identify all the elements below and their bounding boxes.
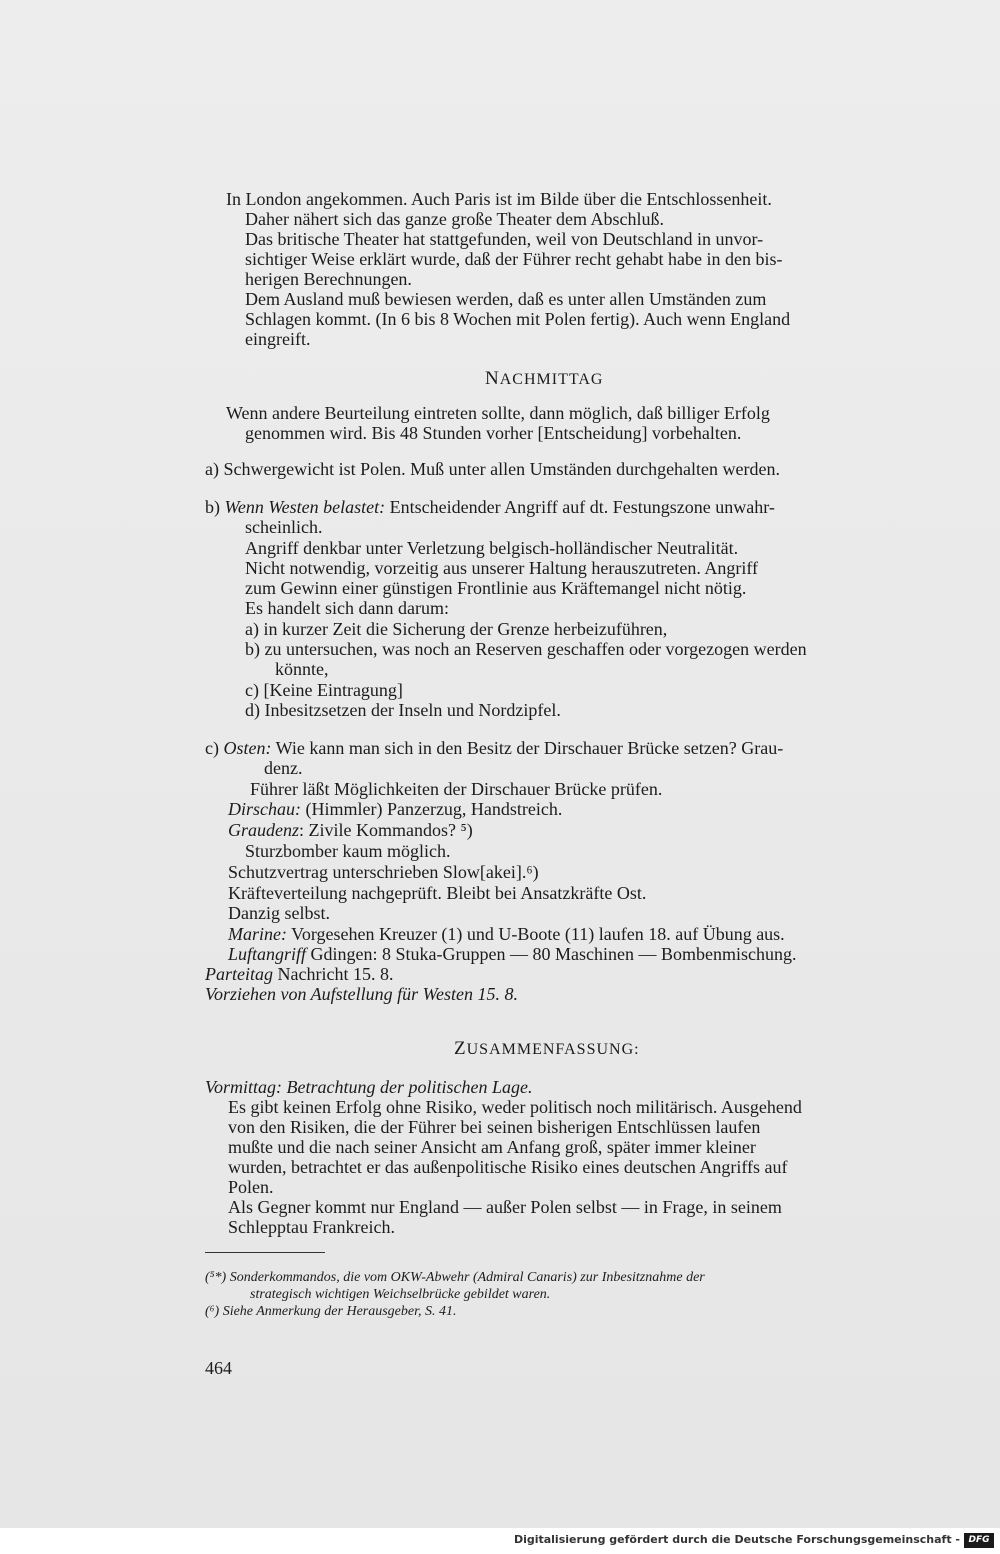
line-text: Entscheidender Angriff auf dt. Festungszone unwahr- [385,497,775,517]
text-line: genommen wird. Bis 48 Stunden vorher [Entscheidung] vorbehalten. [245,423,742,443]
text-line: Es handelt sich dann darum: [245,598,449,618]
italic-term: Luftangriff [228,944,307,964]
line-text: Vorgesehen Kreuzer (1) und U-Boote (11) laufen 18. auf Übung aus. [286,924,785,944]
section-heading-nachmittag [485,368,603,390]
italic-term: Graudenz [228,820,299,840]
footnote-line: (⁵*) Sonderkommandos, die vom OKW-Abwehr (Admiral Canaris) zur Inbesitznahme der [205,1270,705,1285]
text-line: In London angekommen. Auch Paris ist im Bilde über die Entschlossenheit. [226,189,772,209]
text-line [205,964,393,984]
text-line: Kräfteverteilung nachgeprüft. Bleibt bei Ansatzkräfte Ost. [228,883,647,903]
text-line: b) zu untersuchen, was noch an Reserven geschaffen oder vorgezogen werden [245,639,807,659]
text-line: a) in kurzer Zeit die Sicherung der Grenze herbeizuführen, [245,619,668,639]
text-line: wurden, betrachtet er das außenpolitische Risiko eines deutschen Angriffs auf [228,1157,788,1177]
text-line: Angriff denkbar unter Verletzung belgisch-holländischer Neutralität. [245,538,739,558]
footnote-line: strategisch wichtigen Weichselbrücke gebildet waren. [250,1287,551,1302]
italic-term: Marine: [228,924,287,944]
text-line: Schlagen kommt. (In 6 bis 8 Wochen mit Polen fertig). Auch wenn England [245,309,791,329]
heading-rest: USAMMENFASSUNG: [466,1041,640,1058]
text-line: könnte, [275,659,329,679]
footer-credit: Digitalisierung gefördert durch die Deutsche Forschungsgemeinschaft - [513,1533,960,1546]
text-line: eingreift. [245,329,311,349]
text-line: Vormittag: Betrachtung der politischen Lage. [205,1077,533,1097]
text-line: a) Schwergewicht ist Polen. Muß unter allen Umständen durchgehalten werden. [205,459,781,479]
text-line [228,944,796,964]
text-line: Polen. [228,1177,274,1197]
text-line: Schutzvertrag unterschrieben Slow[akei].⁶) [228,862,539,882]
italic-term: Parteitag [205,964,273,984]
line-text: (Himmler) Panzerzug, Handstreich. [301,799,563,819]
heading-rest: ACHMITTAG [499,371,604,388]
text-line: c) [Keine Eintragung] [245,680,403,700]
list-marker: b) [205,497,225,517]
list-marker: c) [205,738,224,758]
page-number: 464 [205,1358,232,1378]
heading-initial: N [485,368,500,389]
text-line: Dem Ausland muß bewiesen werden, daß es unter allen Umständen zum [245,289,767,309]
text-line: d) Inbesitzsetzen der Inseln und Nordzipfel. [245,700,561,720]
text-line [228,924,785,944]
text-line: Daher nähert sich das ganze große Theater dem Abschluß. [245,209,665,229]
line-text: Nachricht 15. 8. [273,964,394,984]
footer-bar [0,1528,1000,1554]
text-line: sichtiger Weise erklärt wurde, daß der Führer recht gehabt habe in den bis- [245,249,783,269]
text-line: Schlepptau Frankreich. [228,1217,395,1237]
text-line: Wenn andere Beurteilung eintreten sollte, dann möglich, daß billiger Erfolg [226,403,770,423]
text-line [205,497,775,517]
text-line: Als Gegner kommt nur England — außer Polen selbst — in Frage, in seinem [228,1197,782,1217]
text-line: Führer läßt Möglichkeiten der Dirschauer Brücke prüfen. [250,779,663,799]
text-line: Es gibt keinen Erfolg ohne Risiko, weder politisch noch militärisch. Ausgehend [228,1097,802,1117]
line-text: Gdingen: 8 Stuka-Gruppen — 80 Maschinen — Bombenmischung. [306,944,797,964]
text-line: denz. [264,758,303,778]
heading-initial: Z [454,1038,467,1059]
text-line: mußte und die nach seiner Ansicht am Anfang groß, später immer kleiner [228,1137,756,1157]
italic-term: Dirschau: [228,799,301,819]
text-line [228,799,562,819]
text-line: scheinlich. [245,517,323,537]
text-line: herigen Berechnungen. [245,269,412,289]
text-line [228,820,473,840]
text-line: Vorziehen von Aufstellung für Westen 15. 8. [205,984,518,1004]
italic-term: Wenn Westen belastet: [224,497,386,517]
text-line: Das britische Theater hat stattgefunden, weil von Deutschland in unvor- [245,229,764,249]
footnote-line: (⁶) Siehe Anmerkung der Herausgeber, S. 41. [205,1304,457,1319]
section-heading-zusammenfassung [454,1038,640,1060]
text-line: von den Risiken, die der Führer bei seinen bisherigen Entschlüssen laufen [228,1117,761,1137]
italic-term: Osten: [223,738,272,758]
text-line: Danzig selbst. [228,903,330,923]
text-line [205,738,783,758]
text-line: zum Gewinn einer günstigen Frontlinie aus Kräftemangel nicht nötig. [245,578,747,598]
text-line: Nicht notwendig, vorzeitig aus unserer Haltung herauszutreten. Angriff [245,558,759,578]
line-text: : Zivile Kommandos? ⁵) [299,820,473,840]
dfg-logo-icon: DFG [964,1533,994,1548]
text-line: Sturzbomber kaum möglich. [245,841,451,861]
line-text: Wie kann man sich in den Besitz der Dirschauer Brücke setzen? Grau- [271,738,784,758]
footnote-rule [205,1252,325,1253]
